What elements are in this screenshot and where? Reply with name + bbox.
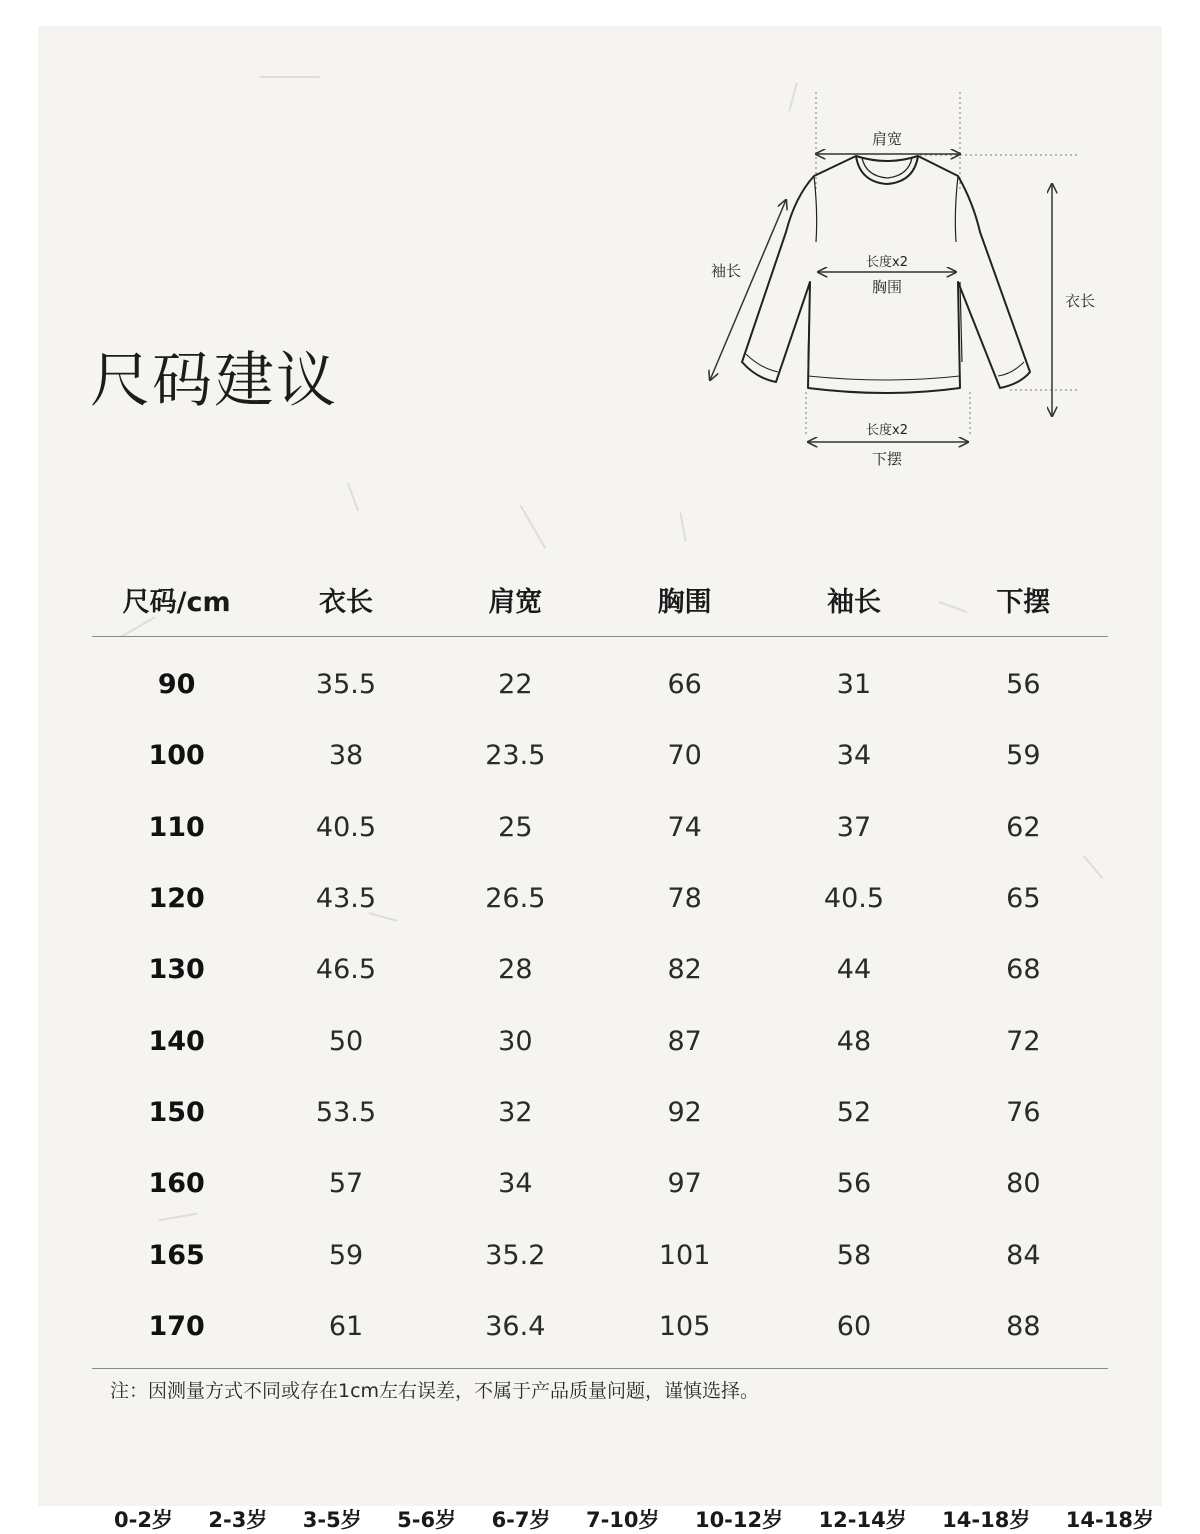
shoulder-cell: 34 [498, 1168, 533, 1200]
size-guide-panel [38, 26, 1162, 1532]
chest-cell: 97 [667, 1168, 702, 1200]
length-cell: 53.5 [315, 1096, 377, 1128]
sleeve-cell: 44 [836, 954, 872, 986]
chest-cell: 92 [667, 1096, 702, 1128]
shoulder-cell: 25 [498, 811, 533, 843]
size-cell: 120 [148, 883, 205, 915]
age-range-label: 3-5岁 [302, 1508, 362, 1532]
paper-fiber [347, 483, 359, 512]
chest-cell: 78 [667, 883, 702, 915]
chest-cell: 66 [667, 669, 702, 701]
sleeve-cell: 31 [836, 669, 872, 701]
header-size: 尺码/cm [92, 562, 261, 637]
shoulder-cell: 28 [498, 954, 533, 986]
size-cell: 130 [148, 954, 205, 986]
age-range-label: 7-10岁 [585, 1508, 660, 1532]
hem-label: 下摆 [871, 450, 903, 468]
page-title: 尺码建议 [90, 346, 338, 416]
length-cell: 61 [261, 1291, 430, 1369]
header-sleeve: 袖长 [769, 562, 938, 637]
shoulder-cell: 35.2 [485, 1239, 546, 1271]
sleeve-cell: 56 [836, 1168, 872, 1200]
length-cell: 35.5 [315, 669, 377, 701]
size-cell: 100 [148, 740, 205, 772]
shoulder-cell: 36.4 [431, 1291, 600, 1369]
hem-cell: 62 [1006, 811, 1041, 843]
paper-fiber [679, 512, 686, 542]
garment-measurement-diagram [690, 92, 1110, 468]
shoulder-label: 肩宽 [871, 130, 903, 148]
age-range-label: 5-6岁 [397, 1508, 457, 1532]
chest-cell: 70 [667, 740, 702, 772]
sleeve-cell: 52 [836, 1096, 872, 1128]
length-cell: 46.5 [315, 954, 377, 986]
shoulder-cell: 23.5 [485, 740, 546, 772]
sleeve-cell: 34 [836, 740, 872, 772]
chest-cell: 105 [600, 1291, 769, 1369]
chest-sub-label: 长度x2 [866, 255, 908, 270]
length-cell: 57 [328, 1168, 364, 1200]
table-row [92, 1077, 1108, 1148]
table-row [92, 1291, 1108, 1369]
sleeve-label: 袖长 [710, 262, 742, 280]
hem-cell: 68 [1006, 954, 1041, 986]
size-chart-table [92, 562, 1108, 1369]
header-shoulder: 肩宽 [431, 562, 600, 637]
shoulder-cell: 30 [498, 1025, 533, 1057]
table-header-row [92, 562, 1108, 637]
size-cell: 170 [92, 1291, 261, 1369]
paper-fiber [520, 505, 547, 549]
chest-cell: 74 [667, 811, 702, 843]
hem-sub-label: 长度x2 [866, 423, 908, 438]
table-row [92, 720, 1108, 791]
shoulder-cell: 32 [498, 1096, 533, 1128]
size-cell: 165 [148, 1239, 205, 1271]
chest-cell: 82 [667, 954, 702, 986]
measurement-note: 注：因测量方式不同或存在1cm左右误差，不属于产品质量问题，谨慎选择。 [110, 1380, 760, 1402]
length-cell: 40.5 [315, 811, 377, 843]
age-range-row [114, 1504, 1154, 1534]
size-cell: 110 [148, 811, 205, 843]
hem-cell: 76 [1006, 1096, 1041, 1128]
table-row [92, 934, 1108, 1005]
table-row [92, 1005, 1108, 1076]
sleeve-cell: 48 [836, 1025, 872, 1057]
length-cell: 43.5 [315, 883, 377, 915]
age-range-label: 10-12岁 [694, 1508, 784, 1532]
chest-label: 胸围 [871, 278, 903, 296]
sleeve-cell: 60 [769, 1291, 938, 1369]
chest-cell: 87 [667, 1025, 702, 1057]
shoulder-cell: 22 [498, 669, 533, 701]
paper-fiber [260, 76, 320, 78]
age-range-label: 0-2岁 [114, 1508, 173, 1532]
age-range-label: 2-3岁 [208, 1508, 268, 1532]
hem-cell: 59 [1006, 740, 1041, 772]
chest-cell: 101 [658, 1239, 711, 1271]
age-range-label: 12-14岁 [818, 1508, 907, 1532]
hem-cell: 84 [1006, 1239, 1041, 1271]
hem-cell: 56 [1006, 669, 1041, 701]
sleeve-arrow [710, 200, 786, 380]
sleeve-cell: 37 [836, 811, 872, 843]
hem-cell: 88 [939, 1291, 1108, 1369]
sleeve-cell: 40.5 [823, 883, 885, 915]
size-cell: 90 [157, 669, 196, 701]
size-cell: 160 [148, 1168, 205, 1200]
table-row [92, 637, 1108, 721]
sleeve-cell: 58 [836, 1239, 872, 1271]
header-length: 衣长 [261, 562, 430, 637]
length-label: 衣长 [1064, 292, 1096, 310]
sweater-outline [742, 156, 1030, 393]
hem-cell: 80 [1006, 1168, 1041, 1200]
age-range-label: 14-18岁 [1065, 1508, 1154, 1532]
age-range-label: 14-18岁 [942, 1508, 1031, 1532]
length-cell: 59 [328, 1239, 364, 1271]
length-cell: 50 [328, 1025, 364, 1057]
header-chest: 胸围 [600, 562, 769, 637]
age-range-label: 6-7岁 [491, 1508, 551, 1532]
table-row [92, 1148, 1108, 1219]
header-hem: 下摆 [939, 562, 1108, 637]
shoulder-cell: 26.5 [485, 883, 546, 915]
length-cell: 38 [328, 740, 364, 772]
hem-cell: 72 [1006, 1025, 1041, 1057]
size-cell: 150 [148, 1096, 205, 1128]
table-row [92, 863, 1108, 934]
size-cell: 140 [148, 1025, 205, 1057]
hem-cell: 65 [1006, 883, 1041, 915]
table-row [92, 1219, 1108, 1290]
table-row [92, 792, 1108, 863]
